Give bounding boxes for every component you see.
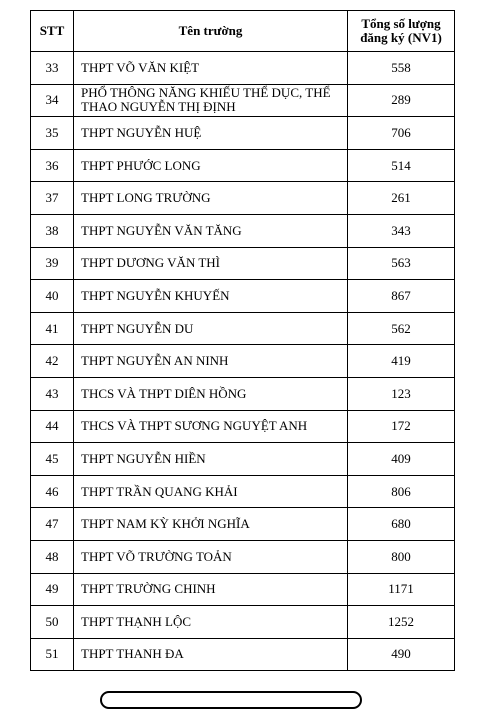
table-row: [31, 52, 455, 85]
row-total-registrations: 261: [348, 182, 455, 215]
row-total-registrations: 867: [348, 280, 455, 313]
row-stt: 44: [31, 410, 74, 443]
row-stt: 40: [31, 280, 74, 313]
table-row: [31, 214, 455, 247]
table-row: [31, 606, 455, 639]
table-row: [31, 345, 455, 378]
header-row: [31, 11, 455, 52]
row-stt: 47: [31, 508, 74, 541]
row-school-name: THPT NGUYỄN HIỀN: [74, 443, 348, 476]
header-school-name: Tên trường: [74, 11, 348, 52]
row-total-registrations: 409: [348, 443, 455, 476]
row-total-registrations: 1252: [348, 606, 455, 639]
row-school-name: THCS VÀ THPT SƯƠNG NGUYỆT ANH: [74, 410, 348, 443]
row-total-registrations: 562: [348, 312, 455, 345]
row-stt: 45: [31, 443, 74, 476]
row-stt: 51: [31, 638, 74, 671]
table-row: [31, 573, 455, 606]
row-school-name: THPT TRẦN QUANG KHẢI: [74, 475, 348, 508]
row-total-registrations: 172: [348, 410, 455, 443]
row-school-name: THPT VÕ VĂN KIỆT: [74, 52, 348, 85]
row-total-registrations: 343: [348, 214, 455, 247]
row-total-registrations: 289: [348, 84, 455, 117]
row-school-name: THPT NGUYỄN AN NINH: [74, 345, 348, 378]
row-stt: 48: [31, 540, 74, 573]
row-school-name: THPT THANH ĐA: [74, 638, 348, 671]
row-stt: 43: [31, 377, 74, 410]
table-row: [31, 540, 455, 573]
row-school-name: THCS VÀ THPT DIÊN HỒNG: [74, 377, 348, 410]
row-total-registrations: 490: [348, 638, 455, 671]
row-school-name: THPT PHƯỚC LONG: [74, 149, 348, 182]
row-stt: 37: [31, 182, 74, 215]
table-row: [31, 247, 455, 280]
row-stt: 49: [31, 573, 74, 606]
table-row: [31, 84, 455, 117]
row-school-name: THPT NGUYỄN DU: [74, 312, 348, 345]
table-row: [31, 280, 455, 313]
row-total-registrations: 806: [348, 475, 455, 508]
row-stt: 46: [31, 475, 74, 508]
header-stt: STT: [31, 11, 74, 52]
row-stt: 41: [31, 312, 74, 345]
row-stt: 33: [31, 52, 74, 85]
row-school-name: THPT VÕ TRƯỜNG TOẢN: [74, 540, 348, 573]
row-school-name: THPT NGUYỄN KHUYẾN: [74, 280, 348, 313]
row-total-registrations: 800: [348, 540, 455, 573]
row-total-registrations: 563: [348, 247, 455, 280]
row-school-name: THPT NGUYỄN VĂN TĂNG: [74, 214, 348, 247]
table-row: [31, 377, 455, 410]
row-total-registrations: 680: [348, 508, 455, 541]
header-total-registrations: Tổng số lượng đăng ký (NV1): [348, 11, 455, 52]
table-row: [31, 410, 455, 443]
row-total-registrations: 558: [348, 52, 455, 85]
row-stt: 39: [31, 247, 74, 280]
row-total-registrations: 1171: [348, 573, 455, 606]
row-total-registrations: 419: [348, 345, 455, 378]
row-stt: 34: [31, 84, 74, 117]
row-school-name: THPT DƯƠNG VĂN THÌ: [74, 247, 348, 280]
table-header: [31, 11, 455, 52]
row-school-name: THPT NGUYỄN HUỆ: [74, 117, 348, 150]
table-row: [31, 638, 455, 671]
table-row: [31, 182, 455, 215]
table-row: [31, 508, 455, 541]
row-stt: 38: [31, 214, 74, 247]
row-stt: 35: [31, 117, 74, 150]
table-row: [31, 443, 455, 476]
row-school-name: PHỔ THÔNG NĂNG KHIẾU THỂ DỤC, THỂ THAO NGUYỄN THỊ ĐỊNH: [74, 84, 348, 117]
table-row: [31, 117, 455, 150]
bottom-scroll-bar: [100, 691, 362, 709]
row-stt: 42: [31, 345, 74, 378]
row-school-name: THPT LONG TRƯỜNG: [74, 182, 348, 215]
school-registration-table-container: [30, 10, 454, 671]
row-stt: 36: [31, 149, 74, 182]
row-total-registrations: 706: [348, 117, 455, 150]
row-stt: 50: [31, 606, 74, 639]
table-body: [31, 52, 455, 671]
row-school-name: THPT NAM KỲ KHỞI NGHĨA: [74, 508, 348, 541]
row-school-name: THPT THẠNH LỘC: [74, 606, 348, 639]
table-row: [31, 312, 455, 345]
row-total-registrations: 123: [348, 377, 455, 410]
table-row: [31, 149, 455, 182]
row-total-registrations: 514: [348, 149, 455, 182]
school-registration-table: [30, 10, 455, 671]
row-school-name: THPT TRƯỜNG CHINH: [74, 573, 348, 606]
table-row: [31, 475, 455, 508]
